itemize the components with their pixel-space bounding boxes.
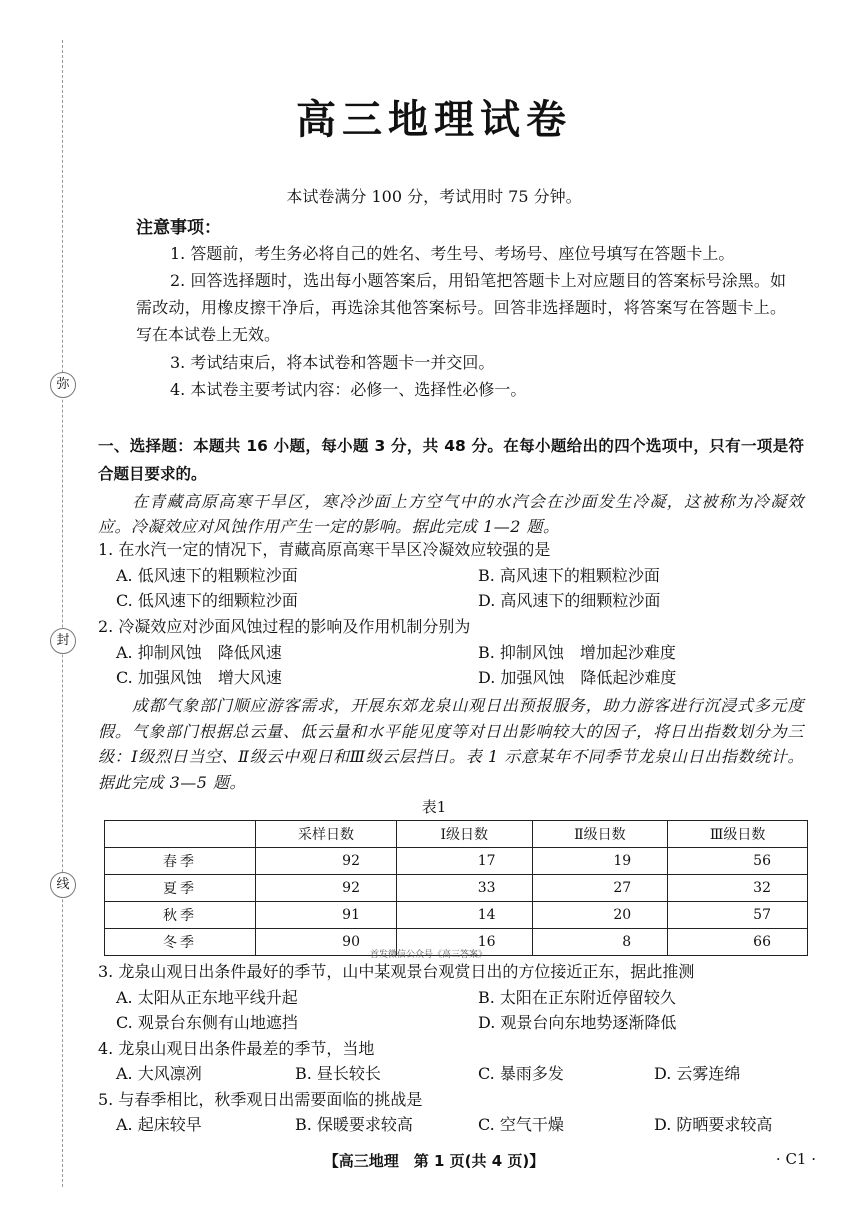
notes-heading: 注意事项： [136,218,221,238]
option-5c: C. 空气干燥 [478,1115,564,1134]
question-2: 2. 冷凝效应对沙面风蚀过程的影响及作用机制分别为 [98,617,471,636]
table-cell: 66 [668,929,808,956]
table-row [105,848,808,875]
table-cell: 92 [256,848,397,875]
option-4d: D. 云雾连绵 [654,1064,741,1083]
option-4b: B. 昼长较长 [295,1064,381,1083]
option-1d: D. 高风速下的细颗粒沙面 [478,591,661,610]
table-header: Ⅱ级日数 [532,821,668,848]
table-cell: 17 [396,848,532,875]
table-header [105,821,256,848]
binding-dashed-line [62,40,63,1187]
option-1b: B. 高风速下的粗颗粒沙面 [478,566,660,585]
option-2a: A. 抑制风蚀 降低风速 [116,643,282,662]
note-item: 3. 考试结束后，将本试卷和答题卡一并交回。 [170,353,495,372]
question-5: 5. 与春季相比，秋季观日出需要面临的挑战是 [98,1090,423,1109]
table-cell: 19 [532,848,668,875]
binding-mark: 线 [50,872,76,898]
section-heading: 一、选择题：本题共 16 小题，每小题 3 分，共 48 分。在每小题给出的四个选项中，只有一项是符合题目要求的。 [98,437,804,483]
table-cell: 33 [396,875,532,902]
binding-mark: 弥 [50,372,76,398]
table-row [105,875,808,902]
table-cell: 夏季 [105,875,256,902]
table-cell: 冬季 [105,929,256,956]
table-cell: 92 [256,875,397,902]
table-cell: 20 [532,902,668,929]
watermark: 首发微信公众号《高三答案》 [370,950,488,960]
table-cell: 91 [256,902,397,929]
question-1: 1. 在水汽一定的情况下，青藏高原高寒干旱区冷凝效应较强的是 [98,540,551,559]
note-item: 4. 本试卷主要考试内容：必修一、选择性必修一。 [170,380,527,399]
table-cell: 32 [668,875,808,902]
table-cell: 16 [396,929,532,956]
note-item: 1. 答题前，考生务必将自己的姓名、考生号、考场号、座位号填写在答题卡上。 [170,244,735,263]
paper-code: · C1 · [775,1150,816,1168]
table-caption: 表1 [421,798,447,816]
question-3: 3. 龙泉山观日出条件最好的季节，山中某观景台观赏日出的方位接近正东，据此推测 [98,962,695,981]
table-cell: 57 [668,902,808,929]
option-2d: D. 加强风蚀 降低起沙难度 [478,668,677,687]
option-2c: C. 加强风蚀 增大风速 [116,668,282,687]
table-cell: 14 [396,902,532,929]
table-header-row [105,821,808,848]
option-3a: A. 太阳从正东地平线升起 [116,988,298,1007]
table-header: Ⅲ级日数 [668,821,808,848]
question-stem: 成都气象部门顺应游客需求，开展东郊龙泉山观日出预报服务，助力游客进行沉浸式多元度假。气象部门根据总云量、低云量和水平能见度等对日出影响较大的因子，将日出指数划分为三级：Ⅰ级烈日当空、Ⅱ级云中观日和Ⅲ级云层挡日。表 1 示意某年不同季节龙泉山日出指数统计。据此完成 3—5 题。 [98,696,804,792]
binding-mark: 封 [50,628,76,654]
option-5d: D. 防晒要求较高 [654,1115,773,1134]
table-cell: 8 [532,929,668,956]
option-5a: A. 起床较早 [116,1115,202,1134]
note-item: 2. 回答选择题时，选出每小题答案后，用铅笔把答题卡上对应题目的答案标号涂黑。如需改动，用橡皮擦干净后，再选涂其他答案标号。回答非选择题时，将答案写在答题卡上。写在本试卷上无效。 [136,271,786,344]
sunrise-index-table [104,820,808,956]
option-4c: C. 暴雨多发 [478,1064,564,1083]
table-header: 采样日数 [256,821,397,848]
table-cell: 秋季 [105,902,256,929]
table-cell: 27 [532,875,668,902]
option-4a: A. 大风凛冽 [116,1064,202,1083]
exam-info: 本试卷满分 100 分，考试用时 75 分钟。 [286,187,582,206]
option-3d: D. 观景台向东地势逐渐降低 [478,1013,677,1032]
option-3b: B. 太阳在正东附近停留较久 [478,988,676,1007]
option-1a: A. 低风速下的粗颗粒沙面 [116,566,298,585]
page-footer: 【高三地理 第 1 页(共 4 页)】 [323,1152,545,1170]
option-3c: C. 观景台东侧有山地遮挡 [116,1013,298,1032]
question-4: 4. 龙泉山观日出条件最差的季节，当地 [98,1039,375,1058]
table-cell: 56 [668,848,808,875]
option-2b: B. 抑制风蚀 增加起沙难度 [478,643,676,662]
question-stem: 在青藏高原高寒干旱区，寒冷沙面上方空气中的水汽会在沙面发生冷凝，这被称为冷凝效应。冷凝效应对风蚀作用产生一定的影响。据此完成 1—2 题。 [98,492,804,536]
page-title: 高三地理试卷 [296,97,572,143]
table-row [105,902,808,929]
option-5b: B. 保暖要求较高 [295,1115,413,1134]
table-cell: 春季 [105,848,256,875]
table-header: Ⅰ级日数 [396,821,532,848]
option-1c: C. 低风速下的细颗粒沙面 [116,591,298,610]
table-cell: 90 [256,929,397,956]
